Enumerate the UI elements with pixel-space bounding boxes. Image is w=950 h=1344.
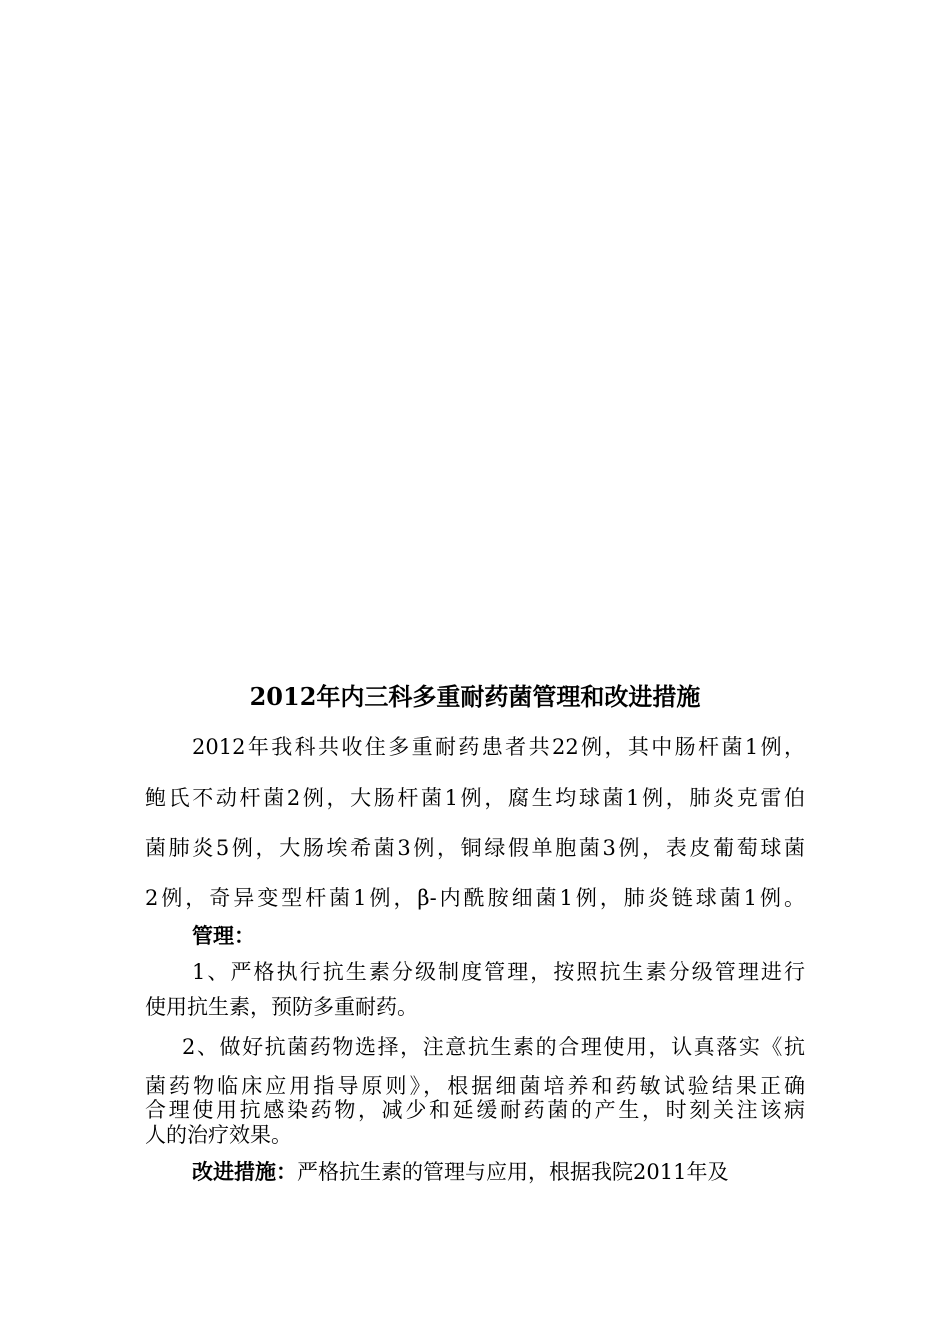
management-item-2-line-2: 菌药物临床应用指导原则》，根据细菌培养和药敏试验结果正确 bbox=[145, 1074, 805, 1098]
management-item-2-line-4: 人的治疗效果。 bbox=[145, 1123, 292, 1147]
improvement-label: 改进措施： bbox=[192, 1159, 297, 1184]
intro-line-2: 鲍氏不动杆菌2例，大肠杆菌1例，腐生均球菌1例，肺炎克雷伯 bbox=[145, 786, 805, 810]
management-item-1-line-2: 使用抗生素，预防多重耐药。 bbox=[145, 995, 418, 1019]
intro-line-4: 2例，奇异变型杆菌1例，β-内酰胺细菌1例，肺炎链球菌1例。 bbox=[145, 886, 805, 910]
document-title: 2012年内三科多重耐药菌管理和改进措施 bbox=[249, 682, 701, 711]
improvement-text: 严格抗生素的管理与应用，根据我院2011年及 bbox=[297, 1160, 729, 1184]
management-item-1-line-1: 1、严格执行抗生素分级制度管理，按照抗生素分级管理进行 bbox=[192, 960, 805, 984]
intro-line-3: 菌肺炎5例，大肠埃希菌3例，铜绿假单胞菌3例，表皮葡萄球菌 bbox=[145, 836, 805, 860]
management-item-2-line-1: 2、做好抗菌药物选择，注意抗生素的合理使用，认真落实《抗 bbox=[182, 1035, 805, 1059]
management-heading: 管理： bbox=[192, 923, 255, 948]
improvement-paragraph bbox=[192, 1158, 805, 1186]
intro-line-1: 2012年我科共收住多重耐药患者共22例，其中肠杆菌1例， bbox=[192, 735, 805, 759]
management-item-2-line-3: 合理使用抗感染药物，减少和延缓耐药菌的产生，时刻关注该病 bbox=[145, 1098, 805, 1122]
